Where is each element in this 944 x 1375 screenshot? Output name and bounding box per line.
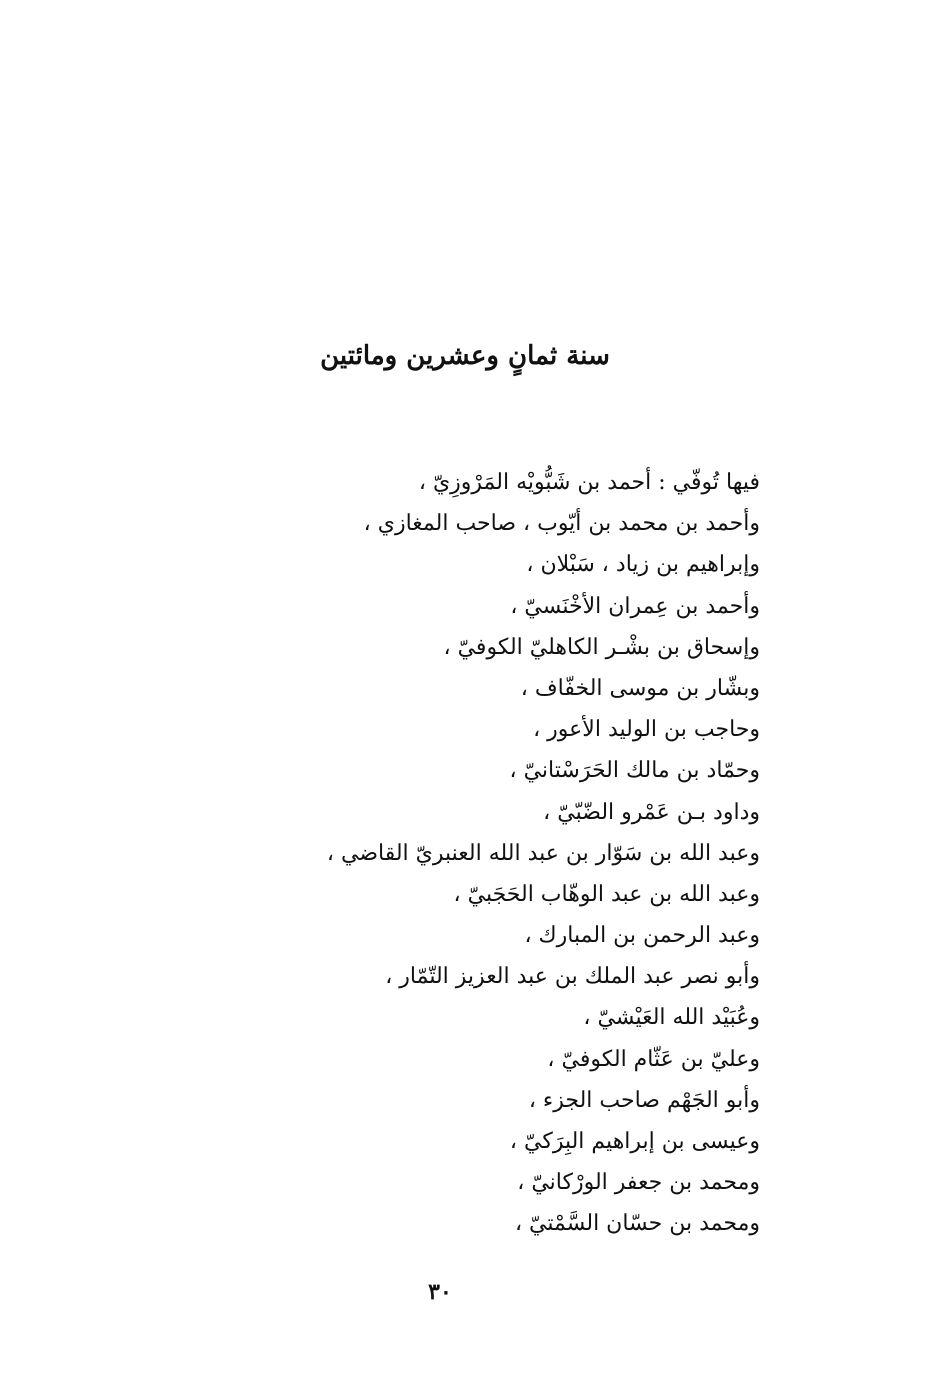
list-item: وداود بـن عَمْرو الضّبّيّ ، <box>543 799 760 825</box>
list-item: وأبو نصر عبد الملك بن عبد العزيز التّمّار ، <box>385 964 760 990</box>
list-item: وعبد الله بن عبد الوهّاب الحَجَبيّ ، <box>453 881 760 907</box>
section-heading: سنة ثمانٍ وعشرين ومائتين <box>320 341 610 371</box>
list-item: وحمّاد بن مالك الحَرَسْتانيّ ، <box>509 758 760 784</box>
list-item: وعليّ بن عَثّام الكوفيّ ، <box>547 1046 760 1072</box>
list-item: وإبراهيم بن زياد ، سَبْلان ، <box>526 552 760 578</box>
list-item: وأبو الجَهْم صاحب الجزء ، <box>528 1087 760 1113</box>
list-item: وبشّار بن موسى الخفّاف ، <box>520 675 760 701</box>
obituary-list <box>320 462 760 1245</box>
list-item: وعبد الله بن سَوّار بن عبد الله العنبريّ القاضي ، <box>326 840 760 866</box>
list-item: وعبد الرحمن بن المبارك ، <box>524 923 760 949</box>
list-item: وأحمد بن عِمران الأخْنَسيّ ، <box>510 593 760 619</box>
list-item: وعيسى بن إبراهيم البِرَكيّ ، <box>509 1129 760 1154</box>
list-item: ومحمد بن جعفر الورْكانيّ ، <box>517 1170 760 1196</box>
list-item: وأحمد بن محمد بن أيّوب ، صاحب المغازي ، <box>363 511 760 537</box>
list-item: وإسحاق بن بشْـر الكاهليّ الكوفيّ ، <box>443 634 760 660</box>
list-item: وعُبَيْد الله العَيْشيّ ، <box>583 1005 760 1031</box>
list-item: وحاجب بن الوليد الأعور ، <box>533 717 760 743</box>
list-item: فيها تُوفّي : أحمد بن شَبُّويْه المَرْوزِيّ ، <box>418 470 760 495</box>
page-number: ٣٠ <box>428 1279 452 1305</box>
list-item: ومحمد بن حسّان السَّمْتيّ ، <box>514 1211 760 1237</box>
